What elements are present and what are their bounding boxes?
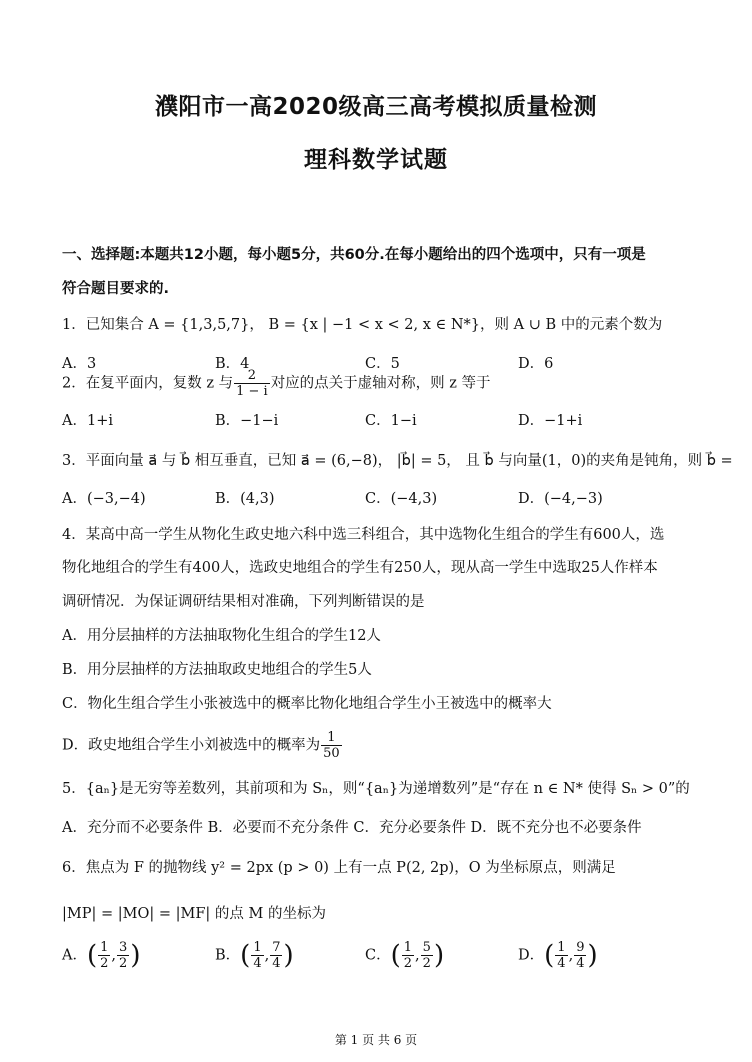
q1-option-a: A．3 (62, 356, 97, 372)
page-footer: 第 1 页 共 6 页 (334, 1033, 418, 1047)
q6-a-x-den: 2 (100, 956, 109, 971)
q6-option-b-label: B． (215, 947, 241, 964)
section-heading-line2: 符合题目要求的. (62, 281, 170, 297)
q6-option-d: D．( $\frac{1}{4}$ , $\frac{9}{4}$ ) (518, 940, 598, 971)
question-4-line1: 4．某高中高一学生从物化生政史地六科中选三科组合，其中选物化生组合的学生有600人，选 (62, 527, 665, 543)
q4-option-d-text: D．政史地组合学生小刘被选中的概率为 (62, 737, 321, 754)
q4-option-a: A．用分层抽样的方法抽取物化生组合的学生12人 (62, 628, 381, 644)
q2-fraction (234, 368, 270, 399)
q4-option-d-fraction (321, 730, 342, 761)
question-5-stem: 5．{aₙ}是无穷等差数列，其前项和为 Sₙ，则“{aₙ}为递增数列”是“存在 n ∈ N* 使得 Sₙ > 0”的 (62, 781, 690, 797)
q2-stem-pre: 2．在复平面内，复数 z 与 (62, 375, 234, 392)
q1-option-c: C．5 (365, 356, 400, 372)
q3-option-b: B．(4,3) (215, 491, 275, 507)
question-2-stem (62, 368, 491, 399)
q6-d-y-den: 4 (576, 956, 585, 971)
q2-option-d: D．−1+i (518, 413, 583, 429)
q4-option-d (62, 730, 343, 761)
q6-a-y-num: 3 (119, 940, 128, 955)
q4-option-b: B．用分层抽样的方法抽取政史地组合的学生5人 (62, 662, 372, 678)
q6-option-c-label: C． (365, 947, 391, 964)
section-heading-line1: 一、选择题:本题共12小题，每小题5分，共60分.在每小题给出的四个选项中，只有一项是 (62, 247, 646, 263)
exam-title: 濮阳市一高2020级高三高考模拟质量检测 (154, 94, 597, 120)
question-4-line3: 调研情况．为保证调研结果相对准确，下列判断错误的是 (62, 594, 425, 610)
q6-b-x-num: 1 (253, 940, 262, 955)
question-6-line2: |MP| = |MO| = |MF| 的点 M 的坐标为 (62, 906, 326, 922)
q3-option-c: C．(−4,3) (365, 491, 438, 507)
q4-frac-den: 50 (323, 746, 340, 761)
q6-option-d-label: D． (518, 947, 545, 964)
question-3-stem: 3．平面向量 a⃗ 与 b⃗ 相互垂直，已知 a⃗ = (6,−8)， |b⃗| = 5， 且 b⃗ 与向量(1，0)的夹角是钝角，则 b⃗ = (62, 453, 733, 469)
q2-frac-den: 1 − i (236, 384, 268, 399)
q6-c-y-num: 5 (422, 940, 431, 955)
q4-option-c: C．物化生组合学生小张被选中的概率比物化地组合学生小王被选中的概率大 (62, 696, 552, 712)
exam-subtitle: 理科数学试题 (304, 147, 448, 173)
q6-option-a: A．( $\frac{1}{2}$ , $\frac{3}{2}$ ) (62, 940, 141, 971)
q2-stem-post: 对应的点关于虚轴对称，则 z 等于 (270, 375, 491, 392)
question-4-line2: 物化地组合的学生有400人，选政史地组合的学生有250人，现从高一学生中选取25人作样本 (62, 560, 658, 576)
q6-a-x-num: 1 (100, 940, 109, 955)
q1-option-b: B．4 (215, 356, 250, 372)
q6-b-y-den: 4 (272, 956, 281, 971)
q1-option-d: D．6 (518, 356, 554, 372)
question-1-stem: 1．已知集合 A = {1,3,5,7}， B = {x | −1 < x < 2, x ∈ N*}，则 A ∪ B 中的元素个数为 (62, 317, 663, 333)
question-6-line1: 6．焦点为 F 的抛物线 y² = 2px (p > 0) 上有一点 P(2, 2p)，O 为坐标原点，则满足 (62, 860, 616, 876)
q6-c-x-den: 2 (403, 956, 413, 971)
q3-option-d: D．(−4,−3) (518, 491, 603, 507)
q6-c-y-den: 2 (422, 956, 431, 971)
q2-frac-num: 2 (234, 368, 270, 384)
q6-b-y-num: 7 (272, 940, 281, 955)
q2-option-b: B．−1−i (215, 413, 279, 429)
q6-option-b: B．( $\frac{1}{4}$ , $\frac{7}{4}$ ) (215, 940, 294, 971)
q6-option-c: C．( $\frac{1}{2}$ , $\frac{5}{2}$ ) (365, 940, 445, 971)
q2-option-a: A．1+i (62, 413, 113, 429)
q6-c-x-num: 1 (403, 940, 413, 955)
q6-d-x-den: 4 (557, 956, 566, 971)
q6-d-x-num: 1 (557, 940, 566, 955)
q5-options: A．充分而不必要条件 B．必要而不充分条件 C．充分必要条件 D．既不充分也不必要条件 (62, 820, 642, 836)
q4-frac-num: 1 (321, 730, 342, 746)
q6-b-x-den: 4 (253, 956, 262, 971)
q3-option-a: A．(−3,−4) (62, 491, 146, 507)
q2-option-c: C．1−i (365, 413, 417, 429)
q6-d-y-num: 9 (576, 940, 585, 955)
q6-option-a-label: A． (62, 947, 87, 964)
q6-a-y-den: 2 (119, 956, 128, 971)
